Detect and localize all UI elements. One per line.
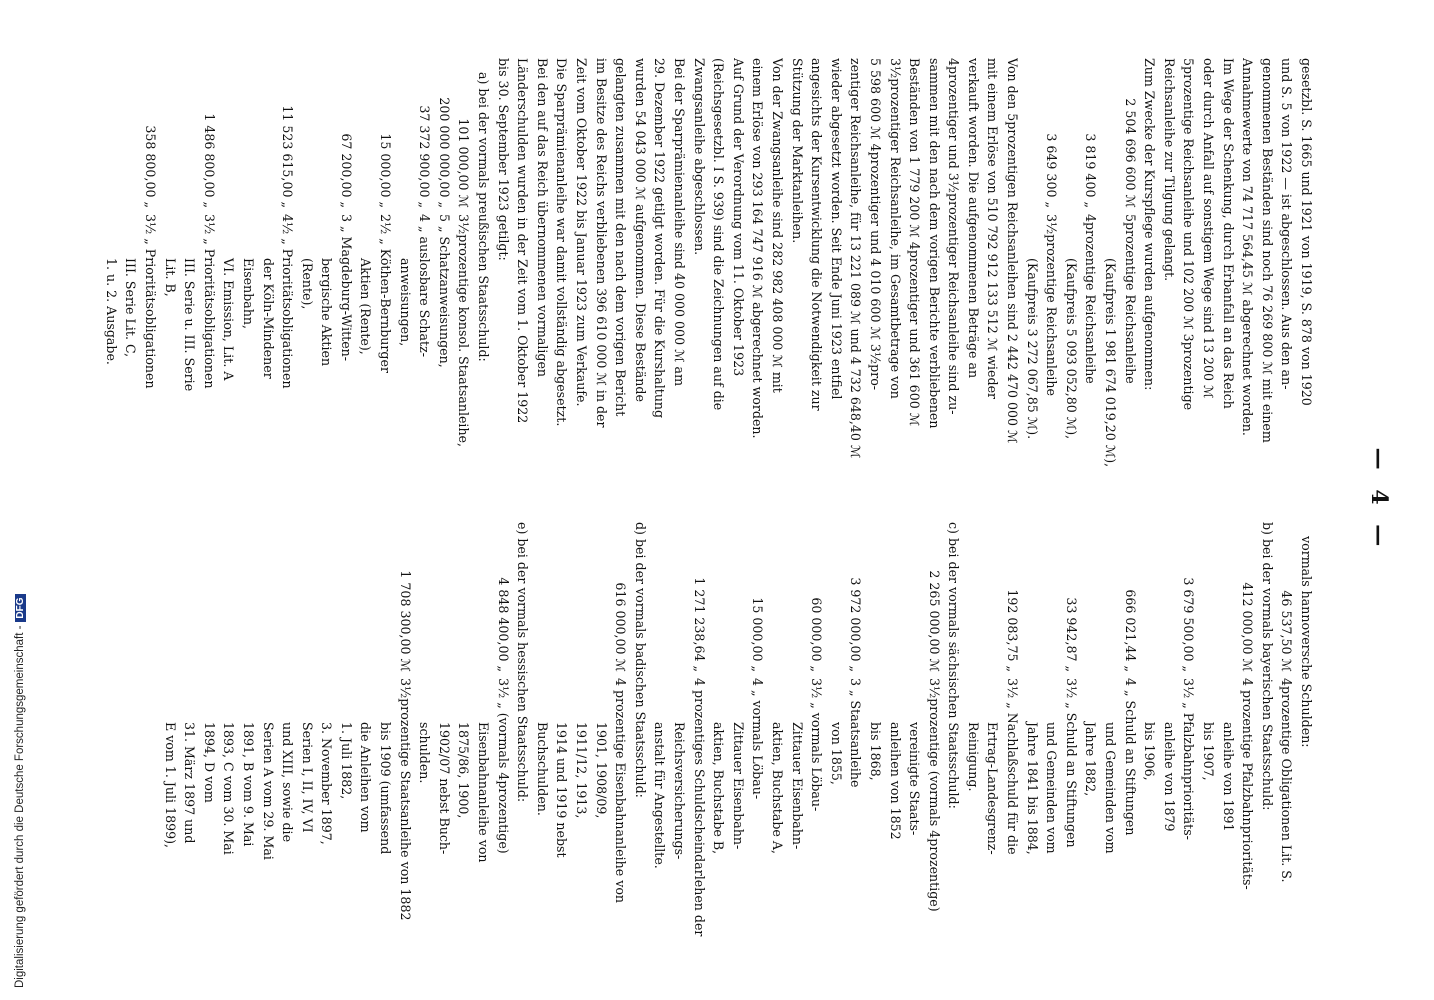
text-line: Die Sparprämienanleihe war damit vollständig abgesetzt. [554, 58, 570, 427]
entry-description: 5prozentige Reichsanleihe [1122, 214, 1138, 384]
footer-credit [4, 8, 26, 988]
entry-amount: 2 265 000,00 ℳ [926, 570, 942, 672]
entry-amount: 3 649 300 „ [1044, 133, 1060, 208]
text-line: bis 30. September 1923 getilgt: [495, 58, 511, 261]
entry-description: 3½ „ vormals Löbau- [809, 678, 825, 812]
entry-subline: (Kaufpreis 5 093 052,80 ℳ), [1063, 258, 1079, 440]
text-line: gelangten zusammen mit den nach dem vorigen Bericht [613, 58, 629, 417]
list-item [434, 58, 454, 498]
entry-subline: Zittauer Eisenbahn- [789, 722, 805, 850]
entry-amount: 46 537,50 ℳ [1279, 590, 1295, 672]
left-column [101, 58, 1316, 498]
entry-description: 3½ „ Schuld an Stiftungen [1063, 678, 1079, 848]
text-line: oder durch Anfall auf sonstigem Wege sind 13 200 ℳ [1201, 58, 1217, 399]
entry-description: 4 prozentiges Schuldscheindarlehen der [691, 678, 707, 937]
entry-description: 4prozentige Reichsanleihe [1083, 214, 1099, 384]
page-number: — 4 — [1366, 447, 1392, 553]
entry-subline: 1. Juli 1882, [338, 722, 354, 800]
entry-subline: anstalt für Angestellte. [652, 722, 668, 869]
entry-amount: 1 271 238,64 „ [691, 577, 707, 672]
entry-description: 3½ „ Prioritätsobligationen [142, 214, 158, 389]
entry-description: 2½ „ Köthen-Bernburger [378, 214, 394, 373]
entry-description: 5 „ Schatzanweisungen, [436, 214, 452, 368]
list-item [336, 58, 356, 498]
text-line: Länderschulden wurden in der Zeit vom 1. Oktober 1922 [515, 58, 531, 424]
dfg-logo: DFG [15, 594, 26, 621]
text-line: im Besitze des Reichs verbliebenen 396 610 000 ℳ in der [593, 58, 609, 428]
text-line: gesetzbl. S. 1665 und 1921 von 1919, S. 878 von 1920 [1299, 58, 1314, 406]
list-item [278, 58, 298, 498]
entry-description: 4 prozentige Pfalzbahnprioritäts- [1240, 678, 1256, 890]
entry-subline: und XIII, sowie die [280, 722, 296, 843]
entry-amount: 33 942,87 „ [1063, 597, 1079, 672]
entry-subline: Buchschulden. [534, 722, 550, 816]
entry-subline: 1891, B vom 9. Mai [240, 722, 256, 847]
text-line: Bei der Sparprämienanleihe sind 40 000 000 ℳ am [672, 58, 687, 387]
entry-subline: aktien, Buchstabe A, [769, 722, 785, 854]
list-item [689, 522, 709, 942]
text-line: wieder abgesetzt worden. Seit Ende Juni 1923 entfiel [828, 58, 844, 400]
entry-amount: 11 523 615,00 „ [280, 105, 296, 208]
entry-description: 3½prozentige konsol. Staatsanleihe, [456, 214, 472, 448]
list-item [1179, 522, 1199, 942]
entry-amount: 358 800,00 „ [142, 125, 158, 208]
entry-subline: der Köln-Mindener [260, 258, 276, 379]
text-line: wurden 54 043 000 ℳ aufgenommen. Diese Bestände [632, 58, 648, 402]
list-item [1061, 522, 1081, 942]
entry-subline: von 1855, [828, 722, 844, 785]
entry-amount: 2 504 696 600 ℳ [1122, 98, 1138, 208]
entry-description: 3½ „ Prioritätsobligationen [201, 214, 217, 389]
entry-subline: E vom 1. Juli 1899), [162, 722, 178, 849]
entry-subline: anleihen von 1852 [887, 722, 903, 840]
section-heading: vormals hannoversche Schulden: [1299, 536, 1314, 748]
text-line: Von der Zwangsanleihe sind 282 982 408 000 ℳ mit [769, 58, 785, 393]
list-item [376, 58, 396, 498]
entry-subline: 1914 und 1919 nebst [554, 722, 570, 858]
entry-subline: anweisungen, [397, 258, 413, 347]
entry-amount: 37 372 900,00 „ [417, 105, 433, 208]
entry-amount: 666 021,44 „ [1122, 589, 1138, 672]
entry-description: 3½prozentige (vormals 4prozentige) [926, 678, 942, 912]
entry-subline: bis 1907, [1201, 722, 1217, 781]
entry-subline: III. Serie Lit. C, [123, 258, 139, 358]
list-item [1120, 58, 1140, 498]
entry-subline: 1911/12, 1913, [574, 722, 590, 819]
entry-amount: 412 000,00 ℳ [1240, 582, 1256, 672]
entry-subline: und Gemeinden vom [1044, 722, 1060, 854]
entry-subline: Reichsversicherungs- [672, 722, 687, 860]
text-line: (Reichsgesetzbl. I S. 939) sind die Zeichnungen auf die [711, 58, 727, 411]
entry-subline: Zittauer Eisenbahn- [730, 722, 746, 850]
list-item [454, 58, 474, 498]
list-item [1120, 522, 1140, 942]
entry-description: 4 „ auslosbare Schatz- [417, 214, 433, 357]
list-item [748, 522, 768, 942]
entry-subline: VI. Emission, Lit. A [221, 258, 237, 381]
entry-subline: Serien I, II, IV, VI [299, 722, 315, 833]
entry-amount: 3 679 500,00 „ [1181, 577, 1197, 672]
entry-description: 3 „ Staatsanleihe [848, 678, 864, 788]
list-item [846, 522, 866, 942]
text-line: Zeit vom Oktober 1922 bis Januar 1923 zum Verkaufe. [574, 58, 590, 407]
entry-subline: 31. März 1897 und [182, 722, 198, 844]
list-item [199, 58, 219, 498]
entry-description: 3½ „ (vormals 4prozentige) [495, 678, 511, 854]
footer-text: Digitalisierung gefördert durch die Deutsche Forschungsgemeinschaft - [14, 625, 26, 988]
entry-subline: 1893, C vom 30. Mai [221, 722, 237, 855]
entry-subline: 1901, 1908/09, [593, 722, 609, 819]
text-line: verkauft worden. Die aufgenommenen Beträge an [965, 58, 981, 379]
entry-amount: 67 200,00 „ [338, 133, 354, 208]
entry-subline: (Kaufpreis 1 981 674 019,20 ℳ), [1103, 258, 1119, 468]
entry-amount: 4 848 400,00 „ [495, 577, 511, 672]
entry-subline: bis 1909 (umfassend [378, 722, 394, 855]
entry-subline: Lit. B, [162, 258, 178, 297]
list-item [1003, 522, 1023, 942]
entry-amount: 3 972 000,00 „ [848, 577, 864, 672]
text-line: sammen mit den nach dem vorigen Berichte verbliebenen [926, 58, 942, 429]
entry-subline: 1894, D vom [201, 722, 217, 803]
text-line: genommenen Beständen sind noch 76 269 800 ℳ mit einem [1259, 58, 1275, 443]
section-heading: a) bei der vormals preußischen Staatsschuld: [476, 72, 492, 362]
entry-description: 4prozentige Obligationen Lit. S. [1279, 678, 1295, 883]
list-item [1042, 58, 1062, 498]
text-line: Auf Grund der Verordnung vom 11. Oktober 1923 [730, 58, 746, 377]
entry-description: 3½prozentige Staatsanleihe von 1882 [397, 678, 413, 921]
entry-subline: 1875/86, 1900, [456, 722, 472, 819]
list-item [807, 522, 827, 942]
entry-subline: die Anleihen vom [358, 722, 374, 833]
text-line: 3½prozentiger Reichsanleihe, im Gesamtbetrage von [887, 58, 903, 399]
entry-description: 3½prozentige Reichsanleihe [1044, 214, 1060, 396]
entry-subline: vereinigte Staats- [907, 722, 923, 836]
entry-amount: 200 000 000,00 „ [436, 97, 452, 208]
list-item [415, 58, 435, 498]
text-line: einem Erlöse von 293 164 747 916 ℳ abgerechnet worden. [750, 58, 766, 439]
text-line: und S. 5 von 1922 — ist abgeschlossen. Aus den an- [1279, 58, 1295, 390]
text-line: Zwangsanleihe abgeschlossen. [691, 58, 707, 256]
entry-amount: 616 000,00 ℳ [613, 582, 629, 672]
text-line: 29. Dezember 1922 getilgt worden. Für die Kurshaltung [652, 58, 668, 419]
list-item [493, 522, 513, 942]
text-line: Von den 5prozentigen Reichsanleihen sind 2 442 470 000 ℳ [1005, 58, 1021, 444]
entry-description: 3½ „ Pfalzbahnprioritäts- [1181, 678, 1197, 840]
entry-subline: aktien, Buchstabe B, [711, 722, 727, 855]
list-item [1238, 522, 1258, 942]
entry-subline: Aktien (Rente), [358, 258, 374, 355]
list-item [1277, 522, 1297, 942]
text-line: Reichsanleihe zur Tilgung gelangt. [1161, 58, 1177, 282]
entry-subline: Serien A vom 29. Mai [260, 722, 276, 860]
entry-subline: 1902/07 nebst Buch- [436, 722, 452, 855]
text-line: 5 598 600 ℳ 4prozentiger und 4 010 600 ℳ 3½pro- [867, 58, 883, 391]
entry-description: 3½ „ Nachlaßschuld für die [1005, 678, 1021, 855]
entry-description: 4 prozentige Eisenbahnanleihe von [613, 678, 629, 904]
entry-description: 4 „ Schuld an Stiftungen [1122, 678, 1138, 836]
entry-subline: Eisenbahnanleihe von [476, 722, 492, 863]
list-item [1081, 58, 1101, 498]
entry-subline: 1. u. 2. Ausgabe. [103, 258, 119, 365]
entry-subline: schulden. [417, 722, 433, 784]
entry-subline: (Kaufpreis 3 272 067,85 ℳ). [1024, 258, 1040, 440]
right-column [160, 522, 1316, 942]
section-heading: c) bei der vormals sächsischen Staatsschuld: [946, 522, 962, 809]
entry-description: 4½ „ Prioritätsobligationen [280, 214, 296, 389]
list-item [611, 522, 631, 942]
entry-subline: anleihe von 1891 [1220, 722, 1236, 832]
entry-amount: 60 000,00 „ [809, 597, 825, 672]
text-line: 5prozentige Reichsanleihe und 102 200 ℳ 3prozentige [1181, 58, 1197, 411]
entry-subline: bis 1868, [867, 722, 883, 781]
text-line: Zum Zwecke der Kurspflege wurden aufgenommen: [1142, 58, 1158, 391]
entry-subline: Ertrag-Landesgrenz- [985, 722, 1001, 855]
entry-amount: 101 000,00 ℳ [456, 118, 472, 208]
section-heading: d) bei der vormals badischen Staatsschuld: [632, 522, 648, 798]
text-line: mit einem Erlöse von 510 792 912 133 512 ℳ wieder [985, 58, 1001, 400]
entry-subline: bis 1906, [1142, 722, 1158, 781]
text-line: Stützung der Marktanleihen. [789, 58, 805, 244]
entry-subline: Jahre 1841 bis 1884, [1024, 722, 1040, 855]
section-heading: e) bei der vormals hessischen Staatsschuld: [515, 522, 531, 803]
entry-subline: (Rente), [299, 258, 315, 310]
text-line: Beständen von 1 779 200 ℳ 4prozentiger und 361 600 ℳ [907, 58, 923, 427]
entry-subline: Jahre 1882, [1083, 722, 1099, 797]
section-heading: b) bei der vormals bayerischen Staatsschuld: [1259, 522, 1275, 811]
entry-amount: 1 486 800,00 „ [201, 113, 217, 208]
entry-description: 4 „ vormals Löbau- [750, 678, 766, 800]
list-item [395, 522, 415, 942]
text-line: zentiger Reichsanleihe, für 13 221 089 ℳ und 4 732 648,40 ℳ [848, 58, 864, 459]
entry-subline: anleihe von 1879 [1161, 722, 1177, 832]
list-item [140, 58, 160, 498]
entry-amount: 3 819 400 „ [1083, 133, 1099, 208]
list-item [924, 522, 944, 942]
entry-subline: Eisenbahn, [240, 258, 256, 330]
text-line: Annahmewerte von 74 717 564,45 ℳ abgerechnet worden. [1240, 58, 1256, 436]
text-line: Im Wege der Schenkung, durch Erbanfall an das Reich [1220, 58, 1236, 409]
text-line: angesichts der Kursentwicklung die Notwendigkeit zur [809, 58, 825, 411]
entry-description: 3 „ Magdeburg-Witten- [338, 214, 354, 362]
entry-subline: Reinigung. [965, 722, 981, 792]
entry-amount: 15 000,00 „ [378, 133, 394, 208]
entry-amount: 15 000,00 „ [750, 597, 766, 672]
entry-amount: 192 083,75 „ [1005, 589, 1021, 672]
text-line: Bei den auf das Reich übernommenen vormaligen [534, 58, 550, 378]
entry-amount: 1 708 300,00 ℳ [397, 570, 413, 672]
entry-subline: III. Serie u. III. Serie [182, 258, 198, 392]
entry-subline: 3. November 1897, [319, 722, 335, 845]
text-line: 4prozentiger und 3½prozentiger Reichsanleihe sind zu- [946, 58, 962, 415]
entry-subline: und Gemeinden vom [1103, 722, 1119, 854]
entry-subline: bergische Aktien [319, 258, 335, 367]
